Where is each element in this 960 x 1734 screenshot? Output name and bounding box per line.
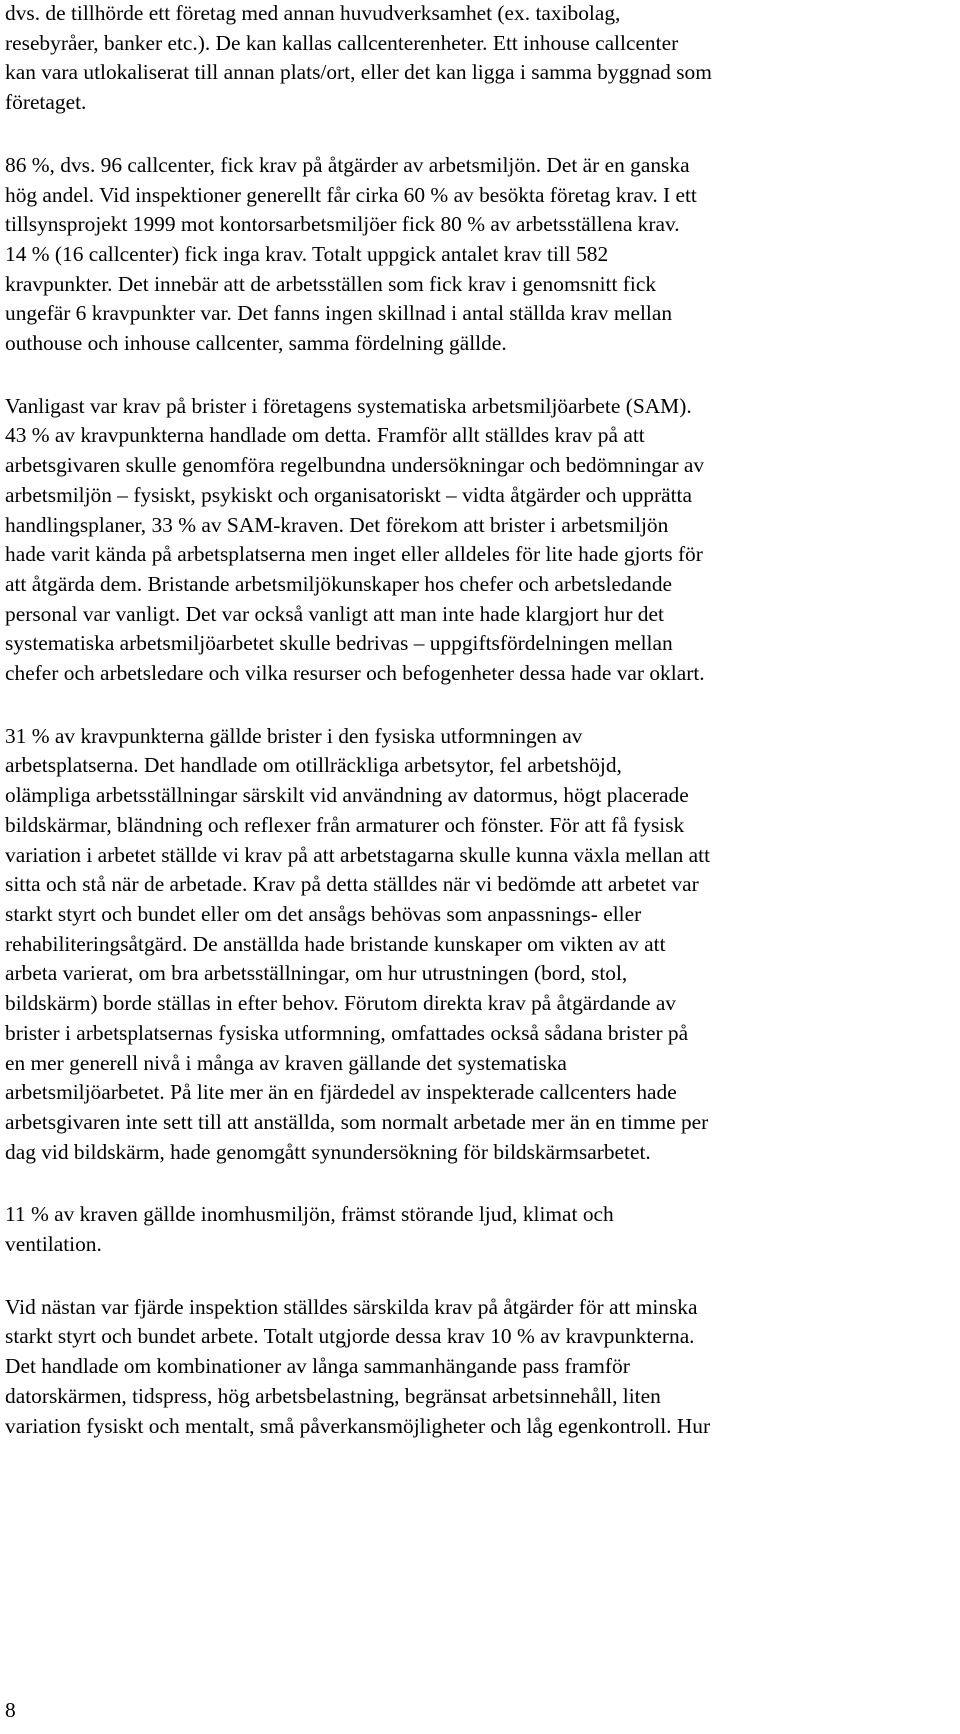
paragraph-sam: Vanligast var krav på brister i företagens systematiska arbetsmiljöarbete (SAM). 43 % av kravpunkterna handlade om detta. Framför allt ställdes krav på att arbetsgivaren skulle genomföra regelbundna undersökningar och bedömningar av arbetsmiljön – fysiskt, psykiskt och organisatoriskt – vidta åtgärder och upprätta handlingsplaner, 33 % av SAM-kraven. Det förekom att brister i arbetsmiljön hade varit kända på arbetsplatserna men inget eller alldeles för lite hade gjorts för att åtgärda dem. Bristande arbetsmiljökunskaper hos chefer och arbetsledande personal var vanligt. Det var också vanligt att man inte hade klargjort hur det systematiska arbetsmiljöarbetet skulle bedrivas – uppgiftsfördelningen mellan chefer och arbetsledare och vilka resurser och befogenheter dessa hade var oklart. — [5, 393, 705, 686]
paragraph-krav-andel: 86 %, dvs. 96 callcenter, fick krav på åtgärder av arbetsmiljön. Det är en ganska hög andel. Vid inspektioner generellt får cirka 60 % av besökta företag krav. I ett tillsynsprojekt 1999 mot kontorsarbetsmiljöer fick 80 % av arbetsställena krav. 14 % (16 callcenter) fick inga krav. Totalt uppgick antalet krav till 582 kravpunkter. Det innebär att de arbetsställen som fick krav i genomsnitt fick ungefär 6 kravpunkter var. Det fanns ingen skillnad i antal ställda krav mellan outhouse och inhouse callcenter, samma fördelning gällde. — [5, 152, 697, 356]
body-text — [5, 0, 871, 1474]
paragraph-continuation: dvs. de tillhörde ett företag med annan huvudverksamhet (ex. taxibolag, resebyråer, banker etc.). De kan kallas callcenterenheter. Ett inhouse callcenter kan vara utlokaliserat till annan plats/ort, eller det kan ligga i samma byggnad som företaget. — [5, 1, 712, 115]
paragraph-fysisk-utformning: 31 % av kravpunkterna gällde brister i den fysiska utformningen av arbetsplatserna. Det handlade om otillräckliga arbetsytor, fel arbetshöjd, olämpliga arbetsställningar särskilt vid användning av datormus, högt placerade bildskärmar, bländning och reflexer från armaturer och fönster. För att få fysisk variation i arbetet ställde vi krav på att arbetstagarna skulle kunna växla mellan att sitta och stå när de arbetade. Krav på detta ställdes när vi bedömde att arbetet var starkt styrt och bundet eller om det ansågs behövas som anpassnings- eller rehabiliteringsåtgärd. De anställda hade bristande kunskaper om vikten av att arbeta varierat, om bra arbetsställningar, om hur utrustningen (bord, stol, bildskärm) borde ställas in efter behov. Förutom direkta krav på åtgärdande av brister i arbetsplatsernas fysiska utformning, omfattades också sådana brister på en mer generell nivå i många av kraven gällande det systematiska arbetsmiljöarbetet. På lite mer än en fjärdedel av inspekterade callcenters hade arbetsgivaren inte sett till att anställda, som normalt arbetade mer än en timme per dag vid bildskärm, hade genomgått synundersökning för bildskärmsarbetet. — [5, 723, 711, 1164]
page-number: 8 — [5, 1698, 16, 1722]
paragraph-inomhusmiljo: 11 % av kraven gällde inomhusmiljön, främst störande ljud, klimat och ventilation. — [5, 1202, 614, 1257]
paragraph-styrt-arbete: Vid nästan var fjärde inspektion ställdes särskilda krav på åtgärder för att minska starkt styrt och bundet arbete. Totalt utgjorde dessa krav 10 % av kravpunkterna. Det handlade om kombinationer av långa sammanhängande pass framför datorskärmen, tidspress, hög arbetsbelastning, begränsat arbetsinnehåll, liten variation fysiskt och mentalt, små påverkansmöjligheter och låg egenkontroll. Hur — [5, 1294, 711, 1438]
